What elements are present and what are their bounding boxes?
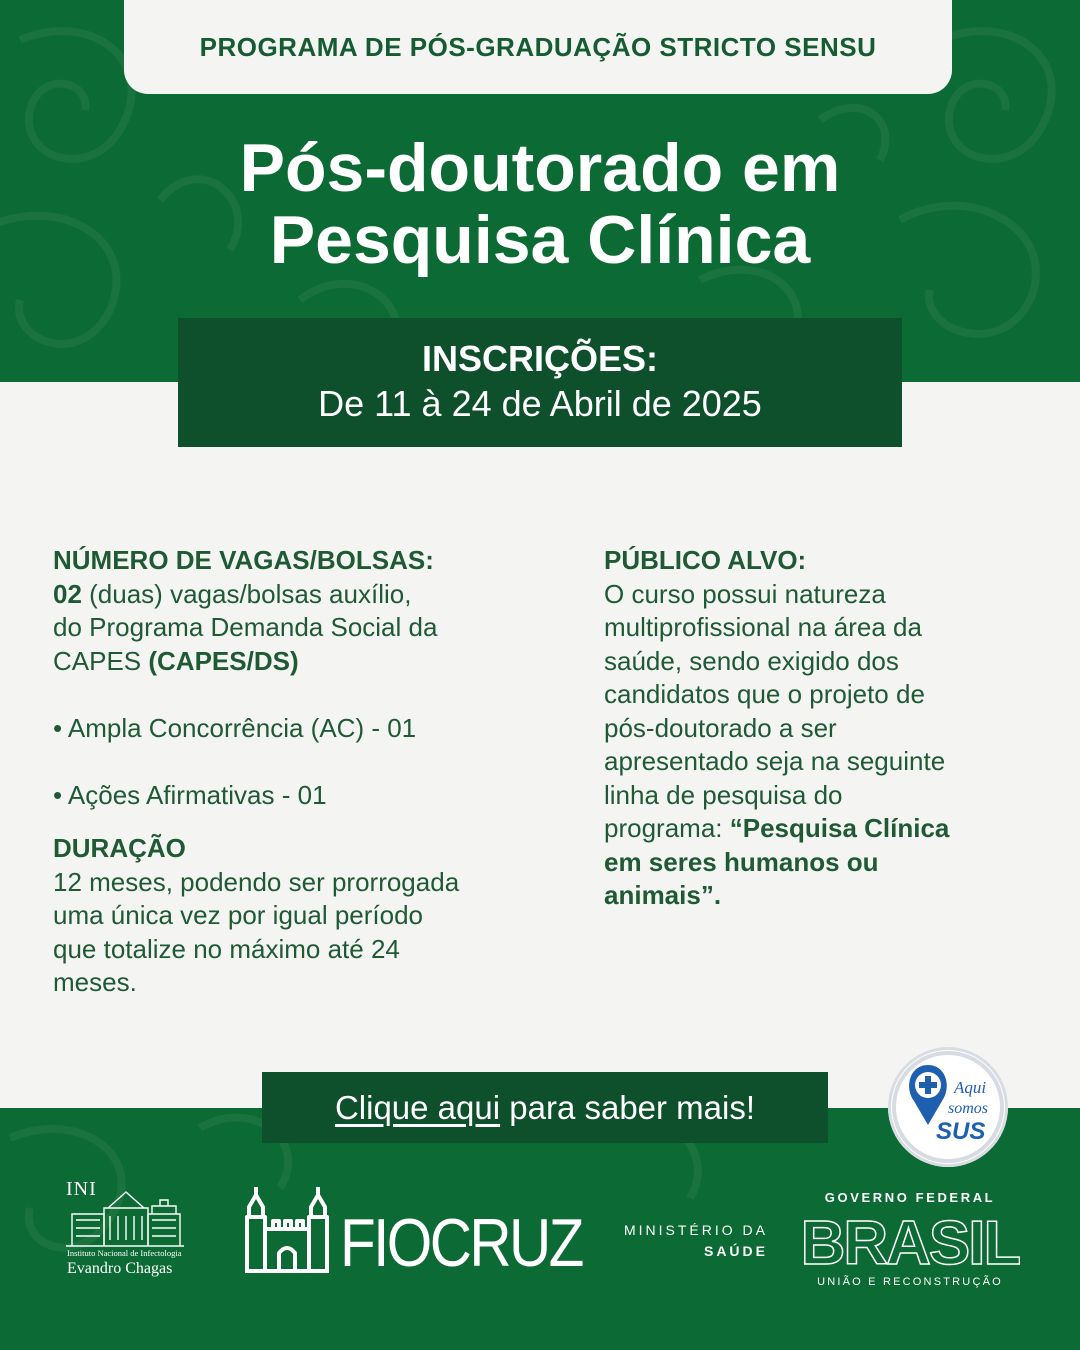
program-label: PROGRAMA DE PÓS-GRADUAÇÃO STRICTO SENSU [199,31,877,62]
audience-line-9: em seres humanos ou [604,846,879,877]
sus-pin-icon [888,1047,1008,1167]
audience-line-10: animais”. [604,880,722,910]
audience-line-3: saúde, sendo exigido dos [604,645,899,676]
fiocruz-castle-icon [243,1183,331,1275]
audience-line-2: multiprofissional na área da [604,612,922,642]
vacancies-line-2: do Programa Demanda Social da [53,612,438,642]
vacancies-line-3-start: CAPES [53,645,149,676]
ini-person: Evandro Chagas [67,1260,173,1277]
audience-line-1: O curso possui natureza [604,578,886,609]
vacancies-item-ac: • Ampla Concorrência (AC) - 01 [53,712,417,743]
vacancies-line-1 [53,578,553,612]
vacancies-item-affirmative: • Ações Afirmativas - 01 [53,779,327,810]
fiocruz-wordmark: FIOCRUZ [340,1205,582,1281]
ini-logo [62,1180,188,1280]
program-banner [124,0,952,94]
page-title [0,132,1080,276]
right-column [604,544,1044,913]
learn-more-rest: para saber mais! [500,1088,756,1126]
duration-line-1: 12 meses, podendo ser prorrogada [53,866,460,897]
brasil-text: BRASIL [800,1212,1020,1270]
ini-name: Instituto Nacional de Infectologia [67,1248,182,1258]
registration-dates: De 11 à 24 de Abril de 2025 [318,383,762,424]
vacancies-count: 02 [53,578,82,609]
sus-line-3: SUS [936,1118,986,1145]
vacancies-line-3 [53,645,553,679]
registration-box [178,318,902,447]
duration-line-3: que totalize no máximo até 24 [53,933,400,964]
learn-more-button[interactable] [262,1072,828,1143]
audience-heading: PÚBLICO ALVO: [604,545,807,575]
audience-line-8-start: programa: [604,813,730,843]
duration-heading: DURAÇÃO [53,833,186,863]
audience-line-4: candidatos que o projeto de [604,679,925,709]
audience-line-5: pós-doutorado a ser [604,712,837,743]
brasil-wordmark [800,1212,1020,1270]
sus-badge [888,1047,1008,1167]
registration-title: INSCRIÇÕES: [421,338,659,379]
sus-line-1: Aqui [954,1078,987,1097]
sus-line-2: somos [948,1100,989,1117]
duration-line-4: meses. [53,967,137,997]
duration-line-2: uma única vez por igual período [53,900,424,930]
audience-line-8 [604,812,1044,846]
ini-building-icon [64,1184,186,1248]
ministry-logo [620,1220,768,1262]
audience-line-7: linha de pesquisa do [604,779,843,810]
vacancies-line-3-bold: (CAPES/DS) [148,645,299,676]
title-line-2: Pesquisa Clínica [269,202,811,278]
gov-title: GOVERNO FEDERAL [824,1190,996,1205]
ini-acronym: INI [66,1178,97,1200]
title-line-1: Pós-doutorado em [239,130,841,206]
ministry-line-1: MINISTÉRIO DA [623,1222,768,1238]
ministry-line-2: SAÚDE [703,1243,768,1259]
gov-subtitle: UNIÃO E RECONSTRUÇÃO [817,1276,1003,1288]
audience-line-8-bold: “Pesquisa Clínica [729,813,950,843]
vacancies-heading: NÚMERO DE VAGAS/BOLSAS: [53,545,434,575]
left-column [53,544,553,1000]
learn-more-link[interactable]: Clique aqui [334,1088,501,1126]
audience-line-6: apresentado seja na seguinte [604,746,946,776]
vacancies-line-1-rest: (duas) vagas/bolsas auxílio, [81,578,412,609]
